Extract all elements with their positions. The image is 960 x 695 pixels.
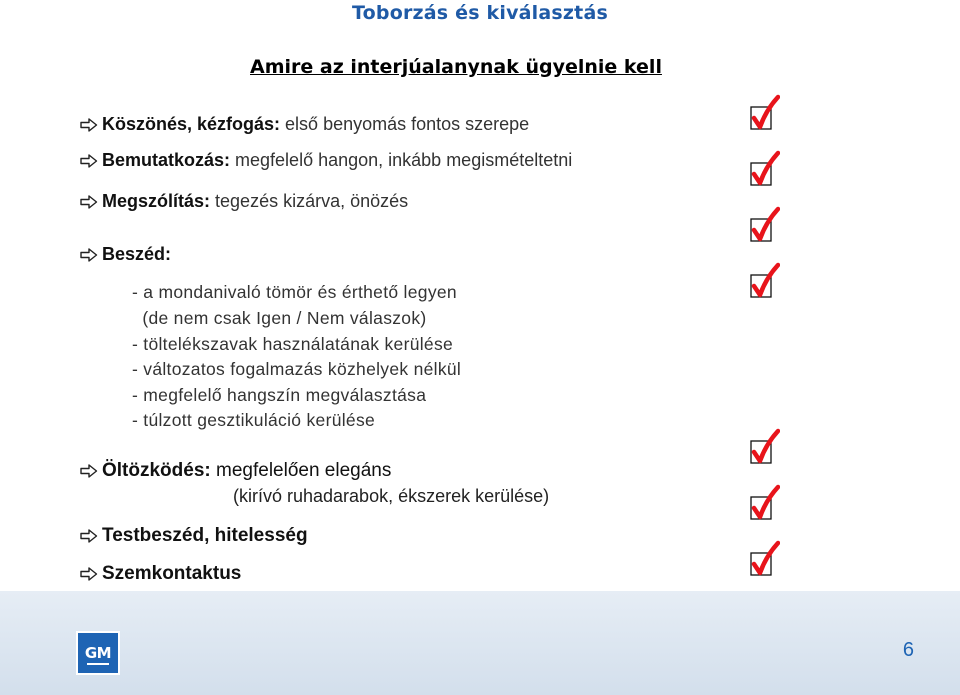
- speech-item: - túlzott gesztikuláció kerülése: [132, 410, 376, 430]
- checkmark-icon: [748, 484, 780, 524]
- bullet-addressing: [80, 191, 408, 214]
- bullet-text: első benyomás fontos szerepe: [280, 114, 530, 134]
- footer-background: [0, 591, 960, 695]
- logo-text: GM: [84, 644, 112, 662]
- bullet-body-language: [80, 525, 308, 549]
- clothing-note: (kirívó ruhadarabok, ékszerek kerülése): [233, 486, 550, 506]
- arrow-right-icon: [80, 246, 102, 267]
- bullet-label: Öltözködés:: [102, 460, 211, 481]
- bullet-introduction: [80, 150, 572, 173]
- bullet-label: Beszéd:: [102, 244, 172, 264]
- checkmark-icon: [748, 540, 780, 580]
- checkmark-icon: [748, 94, 780, 134]
- logo-underline: [87, 663, 109, 665]
- checkmark-icon: [748, 428, 780, 468]
- bullet-label: Köszönés, kézfogás:: [102, 114, 281, 134]
- arrow-right-icon: [80, 527, 102, 549]
- page-number: 6: [902, 639, 914, 661]
- slide-subtitle: Amire az interjúalanynak ügyelnie kell: [250, 56, 662, 78]
- arrow-right-icon: [80, 193, 102, 214]
- bullet-text: megfelelő hangon, inkább megismételtetni: [230, 150, 573, 170]
- speech-item: - megfelelő hangszín megválasztása: [132, 385, 427, 405]
- slide-footer: [0, 591, 960, 695]
- bullet-clothing: [80, 460, 391, 484]
- bullet-label: Megszólítás:: [102, 191, 211, 211]
- speech-item: - változatos fogalmazás közhelyek nélkül: [132, 359, 462, 379]
- speech-item: - töltelékszavak használatának kerülése: [132, 334, 454, 354]
- checkmark-icon: [748, 262, 780, 302]
- bullet-greeting: [80, 114, 529, 137]
- bullet-label: Testbeszéd, hitelesség: [102, 525, 308, 546]
- arrow-right-icon: [80, 565, 102, 587]
- bullet-speech: [80, 244, 171, 267]
- bullet-label: Szemkontaktus: [102, 563, 242, 584]
- bullet-text: megfelelően elegáns: [210, 460, 392, 481]
- gm-logo: [76, 631, 120, 675]
- checkmark-icon: [748, 206, 780, 246]
- speech-item: - a mondanivaló tömör és érthető legyen: [132, 282, 457, 302]
- checkmark-icon: [748, 150, 780, 190]
- bullet-text: tegezés kizárva, önözés: [210, 191, 409, 211]
- bullet-label: Bemutatkozás:: [102, 150, 231, 170]
- speech-item: (de nem csak Igen / Nem válaszok): [132, 308, 427, 328]
- arrow-right-icon: [80, 152, 102, 173]
- arrow-right-icon: [80, 116, 102, 137]
- slide-title: Toborzás és kiválasztás: [352, 2, 608, 24]
- arrow-right-icon: [80, 462, 102, 484]
- bullet-eye-contact: [80, 563, 241, 587]
